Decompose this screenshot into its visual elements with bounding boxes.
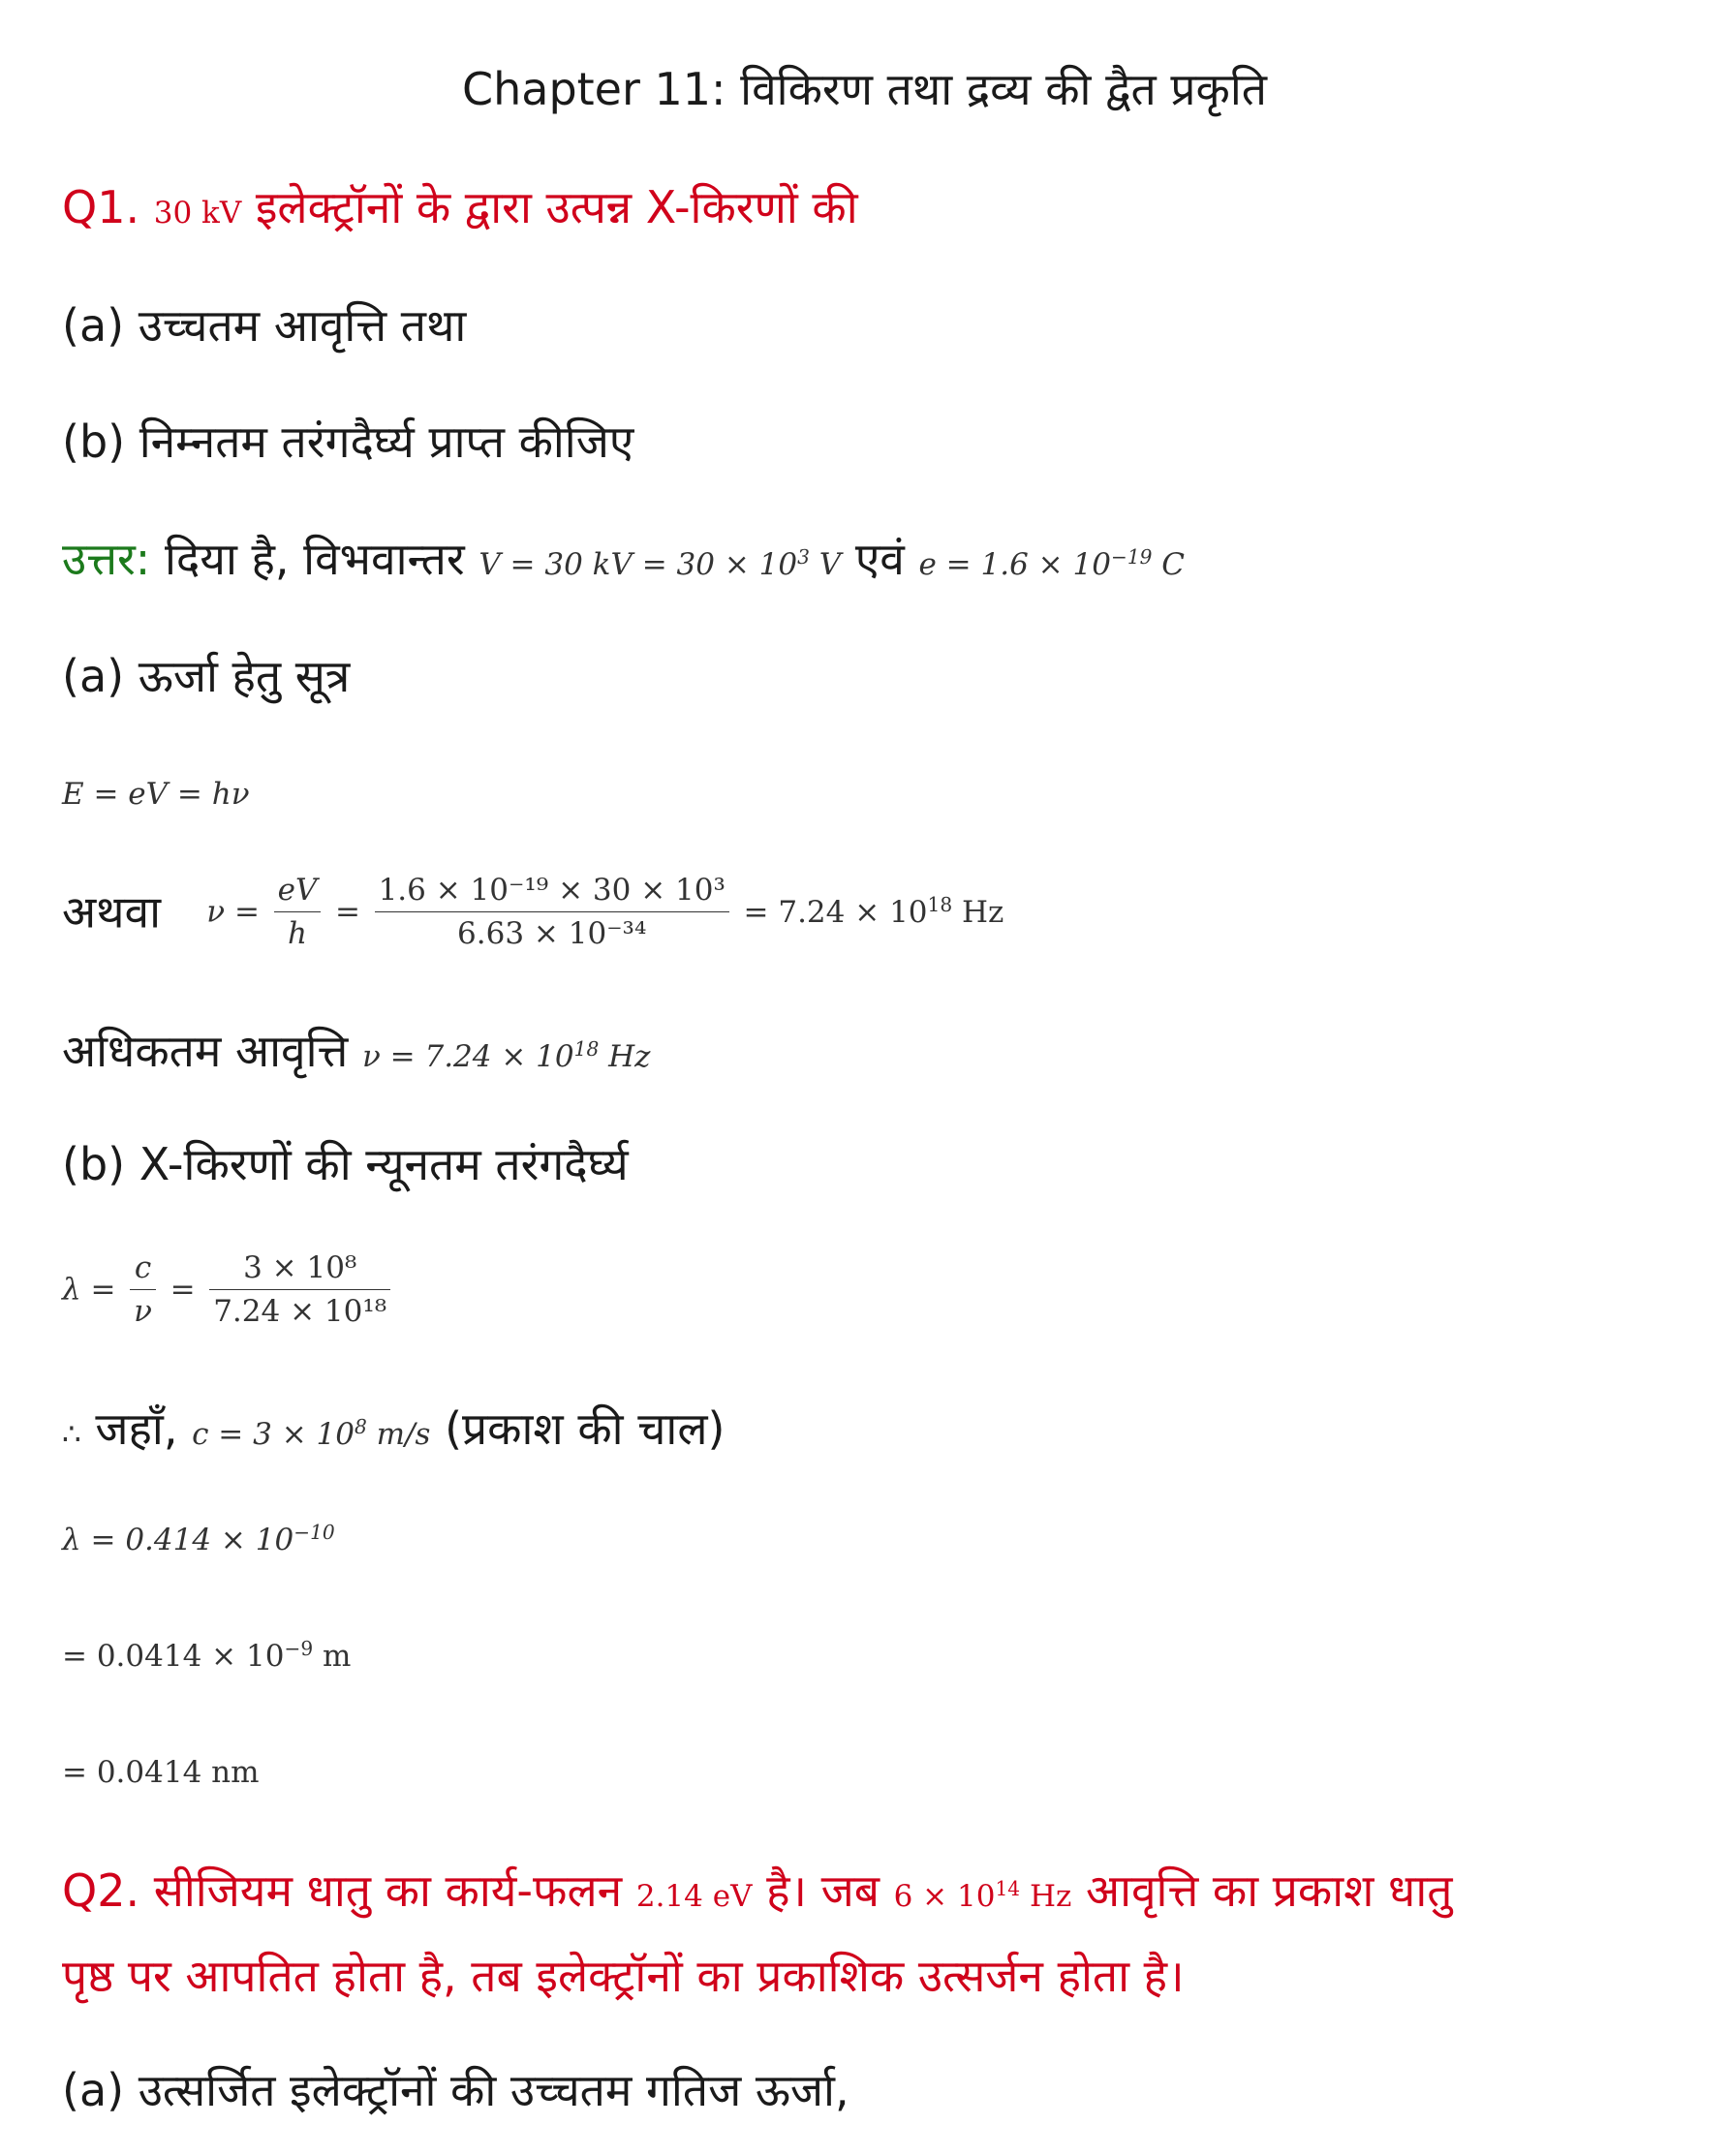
therefore-symbol: ∴ — [62, 1417, 81, 1452]
question-2-part-a: (a) उत्सर्जित इलेक्ट्रॉनों की उच्चतम गतिज ऊर्जा, — [62, 2064, 849, 2116]
question-1-part-a: (a) उच्चतम आवृत्ति तथा — [62, 299, 467, 352]
question-2-text-3: आवृत्ति का प्रकाश धातु — [1085, 1864, 1453, 1917]
answer-text-2: एवं — [854, 533, 905, 585]
question-1-text: इलेक्ट्रॉनों के द्वारा उत्पन्न X-किरणों की — [255, 181, 858, 233]
fraction-numerator: 3 × 10⁸ — [209, 1247, 390, 1290]
question-2-text-2: है। जब — [766, 1864, 880, 1917]
part-b-heading: (b) X-किरणों की न्यूनतम तरंगदैर्घ्य — [62, 1138, 629, 1190]
speed-of-light-label: (प्रकाश की चाल) — [445, 1402, 726, 1455]
fraction-denominator: ν — [134, 1294, 152, 1329]
fraction-numerator: eV — [274, 869, 322, 912]
frequency-calculation — [62, 860, 1003, 961]
equals-sign: = — [334, 894, 360, 930]
fraction-denominator: 6.63 × 10⁻³⁴ — [457, 916, 647, 951]
question-2-label: Q2. — [62, 1864, 140, 1917]
fraction-numerator: c — [130, 1247, 156, 1290]
question-2-text-1: सीजियम धातु का कार्य-फलन — [153, 1864, 623, 1917]
frequency-result: = $7.24 \times 10^{18}$ Hz — [743, 892, 1004, 930]
wavelength-step-1: $\lambda = 0.414 \times 10^{-10}$ — [62, 1520, 335, 1557]
energy-equation: E = eV = hν — [62, 777, 250, 812]
chapter-title: Chapter 11: विकिरण तथा द्रव्य की द्वैत प्रकृति — [461, 63, 1267, 115]
work-function-value: 2.14 eV — [635, 1879, 753, 1914]
incident-frequency-value: $6 \times 10^{14}$ Hz — [893, 1876, 1072, 1914]
lambda-lhs: λ = — [62, 1272, 116, 1308]
question-1-math: 30 kV — [153, 196, 242, 231]
fraction-denominator: h — [287, 916, 307, 951]
part-a-heading: (a) ऊर्जा हेतु सूत्र — [62, 650, 351, 702]
voltage-math: V = 30 kV = $30 \times 10^3$ V — [479, 544, 842, 582]
equals-sign: = — [170, 1272, 196, 1308]
fraction-ev-over-h — [274, 869, 322, 955]
answer-label: उत्तर: — [62, 533, 151, 585]
charge-math: $e = 1.6 \times 10^{-19}$ C — [918, 544, 1186, 582]
nu-lhs: ν = — [206, 894, 260, 930]
question-1-part-b: (b) निम्नतम तरंगदैर्घ्य प्राप्त कीजिए — [62, 416, 634, 468]
question-1 — [62, 178, 858, 242]
answer-text-1: दिया है, विभवान्तर — [164, 533, 465, 585]
question-2-line-2: पृष्ठ पर आपतित होता है, तब इलेक्ट्रॉनों का प्रकाशिक उत्सर्जन होता है। — [62, 1950, 1185, 2002]
question-2-line-1 — [62, 1862, 1453, 1925]
answer-given — [62, 530, 1185, 594]
speed-of-light-note — [62, 1400, 725, 1463]
fraction-numeric — [375, 869, 729, 955]
fraction-c-over-nu — [130, 1247, 156, 1333]
fraction-numeric — [209, 1247, 390, 1333]
fraction-denominator: 7.24 × 10¹⁸ — [213, 1294, 387, 1329]
where-label: जहाँ, — [95, 1402, 178, 1455]
speed-of-light-value: $c = 3 \times 10^8$ m/s — [192, 1414, 431, 1452]
wavelength-step-2: = $0.0414 \times 10^{-9}$ m — [62, 1636, 352, 1674]
athva-label: अथवा — [62, 885, 162, 939]
wavelength-result: = 0.0414 nm — [62, 1755, 260, 1790]
maximum-frequency-value: $\nu = 7.24 \times 10^{18}$ Hz — [361, 1036, 651, 1074]
question-1-label: Q1. — [62, 181, 140, 233]
maximum-frequency-label: अधिकतम आवृत्ति — [62, 1025, 349, 1077]
wavelength-equation — [62, 1238, 390, 1339]
maximum-frequency — [62, 1022, 651, 1086]
fraction-numerator: 1.6 × 10⁻¹⁹ × 30 × 10³ — [375, 869, 729, 912]
